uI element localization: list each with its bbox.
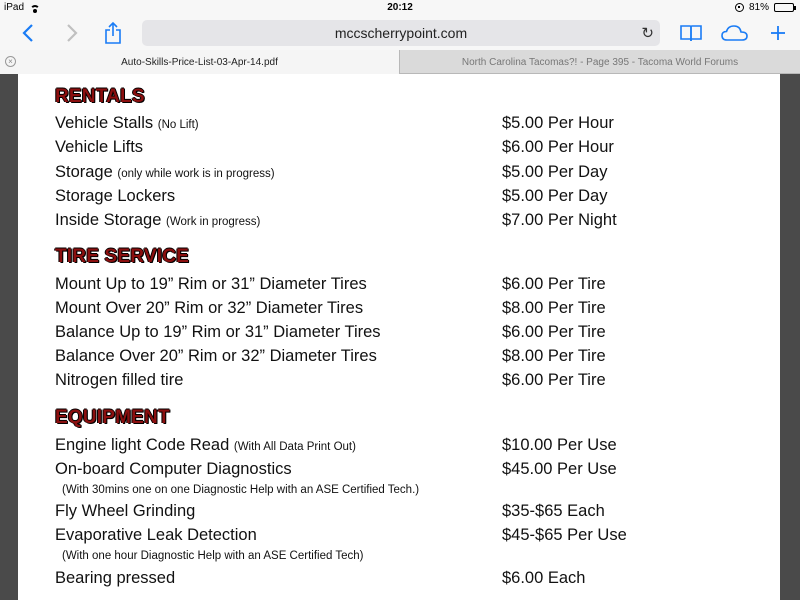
item-price: $45-$65 Per Use (502, 526, 627, 544)
plus-icon (770, 25, 786, 41)
item-name: Engine light Code Read (With All Data Print Out) (55, 436, 356, 454)
price-row (55, 275, 775, 297)
tab-pdf[interactable] (0, 50, 400, 74)
pdf-document (18, 74, 780, 600)
item-price: $10.00 Per Use (502, 436, 617, 454)
item-price: $8.00 Per Tire (502, 299, 606, 317)
item-price: $6.00 Per Hour (502, 138, 614, 156)
item-name: Fly Wheel Grinding (55, 502, 196, 520)
battery-percent: 81% (748, 2, 769, 13)
tab-title: Auto-Skills-Price-List-03-Apr-14.pdf (121, 56, 278, 68)
item-name: Storage (only while work is in progress) (55, 163, 275, 181)
item-name: Storage Lockers (55, 187, 176, 205)
price-row (55, 436, 775, 458)
cut-off-text (53, 74, 513, 78)
price-row (55, 371, 775, 393)
item-name: Balance Over 20” Rim or 32” Diameter Tires (55, 347, 377, 365)
section-heading-tire-service: TIRE SERVICE (55, 246, 190, 267)
item-name: Vehicle Stalls (No Lift) (55, 114, 199, 132)
cloud-icon (720, 23, 750, 43)
tab-forum[interactable] (400, 50, 800, 74)
status-time: 20:12 (387, 2, 413, 13)
price-row (55, 460, 775, 482)
page-content[interactable] (0, 74, 800, 600)
rotation-lock-icon (735, 3, 744, 12)
status-bar (0, 0, 800, 16)
price-row (55, 299, 775, 321)
price-row (55, 347, 775, 369)
item-name: Inside Storage (Work in progress) (55, 211, 261, 229)
forward-button[interactable] (60, 16, 84, 50)
item-subnote: (With one hour Diagnostic Help with an ASE Certified Tech) (62, 550, 364, 562)
item-price: $6.00 Per Tire (502, 323, 606, 341)
status-right (735, 2, 794, 13)
tab-title: North Carolina Tacomas?! - Page 395 - Tacoma World Forums (461, 56, 739, 68)
item-price: $5.00 Per Day (502, 163, 608, 181)
chevron-right-icon (66, 23, 78, 43)
address-url: mccscherrypoint.com (334, 25, 468, 41)
address-bar[interactable] (142, 20, 660, 46)
icloud-tabs-button[interactable] (718, 16, 752, 50)
price-row (55, 163, 775, 185)
new-tab-button[interactable] (766, 16, 790, 50)
share-icon (104, 21, 122, 45)
item-name: Balance Up to 19” Rim or 31” Diameter Tires (55, 323, 381, 341)
item-name: Evaporative Leak Detection (55, 526, 257, 544)
close-icon[interactable]: × (5, 56, 16, 67)
battery-icon (774, 3, 794, 12)
tab-bar (0, 50, 800, 74)
price-row (55, 323, 775, 345)
item-price: $45.00 Per Use (502, 460, 617, 478)
item-price: $6.00 Per Tire (502, 275, 606, 293)
price-row (55, 138, 775, 160)
device-name: iPad (4, 2, 25, 13)
item-name: Mount Over 20” Rim or 32” Diameter Tires (55, 299, 364, 317)
item-price: $5.00 Per Hour (502, 114, 614, 132)
price-row (55, 187, 775, 209)
section-heading-equipment: EQUIPMENT (55, 407, 170, 428)
item-name: Bearing pressed (55, 569, 176, 587)
item-price: $7.00 Per Night (502, 211, 617, 229)
chevron-left-icon (22, 23, 34, 43)
item-price: $6.00 Each (502, 569, 586, 587)
item-price: $8.00 Per Tire (502, 347, 606, 365)
price-row (55, 526, 775, 548)
item-name: On-board Computer Diagnostics (55, 460, 292, 478)
item-price: $6.00 Per Tire (502, 371, 606, 389)
book-icon (679, 23, 703, 43)
item-name: Vehicle Lifts (55, 138, 144, 156)
back-button[interactable] (16, 16, 40, 50)
bookmarks-button[interactable] (676, 16, 706, 50)
item-name: Nitrogen filled tire (55, 371, 184, 389)
section-heading-rentals: RENTALS (55, 86, 145, 107)
share-button[interactable] (98, 16, 128, 50)
item-name: Mount Up to 19” Rim or 31” Diameter Tires (55, 275, 367, 293)
item-subnote: (With 30mins one on one Diagnostic Help with an ASE Certified Tech.) (62, 484, 420, 496)
reload-icon[interactable]: ↻ (641, 24, 654, 42)
item-price: $5.00 Per Day (502, 187, 608, 205)
price-row (55, 569, 775, 591)
price-row (55, 502, 775, 524)
browser-toolbar (0, 16, 800, 50)
item-price: $35-$65 Each (502, 502, 605, 520)
price-row (55, 114, 775, 136)
price-row (55, 211, 775, 233)
